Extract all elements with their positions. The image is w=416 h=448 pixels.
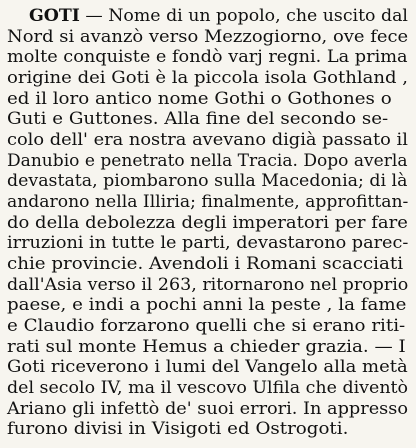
entry-line [29,6,408,27]
entry-line: rati sul monte Hemus a chieder grazia. — I [7,336,406,356]
entry-line: e Claudio forzarono quelli che si erano riti- [7,316,406,335]
entry-line: molte conquiste e fondò varj regni. La prima [7,47,408,67]
entry-line: Ariano gli infettò de' suoi errori. In appresso [7,398,408,418]
entry-line: del secolo IV, ma il vescovo Ulfila che diventò [7,378,409,397]
entry-line: Nord si avanzò verso Mezzogiorno, ove fece [7,26,409,46]
entry-line: colo dell' era nostra avevano digià passato il [7,130,408,149]
entry-line: ed il loro antico nome Gothi o Gothones o [7,88,392,108]
entry-line: furono divisi in Visigoti ed Ostrogoti. [7,419,349,439]
entry-line: irruzioni in tutte le parti, devastarono pareс- [7,233,409,253]
entry-line: dall'Asia verso il 263, ritornarono nel proprio [7,274,409,294]
entry-line: paese, e indi a pochi anni la peste , la fame [7,295,407,315]
entry-line: origine dei Goti è la piccola isola Gothland , [7,68,409,87]
entry-line: do della debolezza degli imperatori per fare [7,212,408,232]
entry-headword: GOTI [29,6,80,25]
entry-line: Goti riceverono i lumi del Vangelo alla metà [7,357,408,377]
entry-line: Guti e Guttones. Alla fine del secondo se- [7,109,389,129]
entry-line: devastata, piombarono sulla Macedonia; di là [7,171,408,191]
entry-line-text: — Nome di un popolo, che uscito dal [79,6,408,25]
entry-line: andarono nella Illiria; finalmente, approfittan- [7,192,409,211]
entry-line: Danubio e penetrato nella Tracia. Dopo averla [7,150,408,170]
entry-line: chie provincie. Avendoli i Romani scacciati [7,254,404,273]
